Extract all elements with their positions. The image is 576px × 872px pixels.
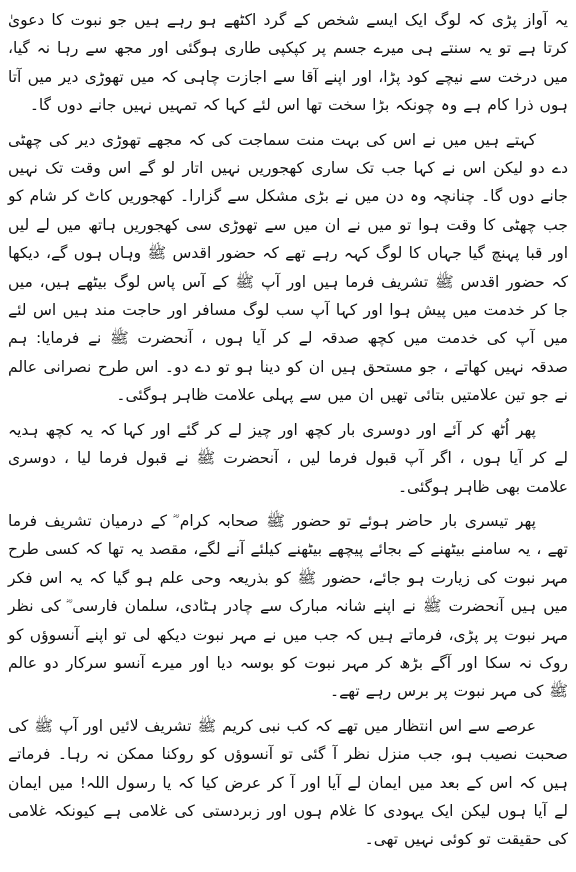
paragraph-4: پھر تیسری بار حاضر ہوئے تو حضور ﷺ صحابہ کرام ؓ کے درمیان تشریف فرما تھے ، یہ سامنے بیٹھنے کے بجائے پیچھے بیٹھنے کیلئے آنے لگے، مقصد یہ تھا کہ کسی طرح مہر نبوت کی زیارت ہو جائے، حضور ﷺ کو بذریعہ وحی علم ہو گیا کہ یہ اس فکر میں ہیں آنحضرت ﷺ نے اپنے شانہ مبارک سے چادر ہٹادی، سلمان فارسی ؓ کی نظر مہر نبوت پر پڑی، فرماتے ہیں کہ جب میں نے مہر نبوت دیکھ لی تو اپنے آنسوؤں کو روک نہ سکا اور آگے بڑھ کر مہر نبوت کو بوسہ دیا اور میرے آنسو سرکار دو عالم ﷺ کی مہر نبوت پر برس رہے تھے۔	[8, 511, 568, 701]
paragraph-5: عرصے سے اس انتظار میں تھے کہ کب نبی کریم ﷺ تشریف لائیں اور آپ ﷺ کی صحبت نصیب ہو، جب منزل نظر آ گئی تو آنسوؤں کو روکنا ممکن نہ رہا۔ فرماتے ہیں کہ اس کے بعد میں ایمان لے آیا اور آ کر عرض کیا کہ یا رسول اللہ! میں ایمان لے آیا ہوں لیکن ایک یہودی کا غلام ہوں اور زبردستی کی غلامی ہے کیونکہ غلامی کی حقیقت تو کوئی نہیں تھی۔	[8, 716, 568, 849]
paragraph-2: کہتے ہیں میں نے اس کی بہت منت سماجت کی کہ مجھے تھوڑی دیر کی چھٹی دے دو لیکن اس نے کہا جب تک ساری کھجوریں نہیں اتار لو گے اس وقت تک نہیں جانے دوں گا۔ چنانچہ وہ دن میں نے بڑی مشکل سے گزارا۔ کھجوریں کاٹ کر شام کو جب چھٹی کا وقت ہوا تو میں نے ان میں سے تھوڑی سی کھجوریں ہاتھ میں لے لیں اور قبا پہنچ گیا جہاں کا لوگ کہہ رہے تھے کہ حضور اقدس ﷺ وہاں ہوں گے، دیکھا کہ حضور اقدس ﷺ تشریف فرما ہیں اور آپ ﷺ کے آس پاس لوگ بیٹھے ہیں، میں جا کر خدمت میں پیش ہوا اور کہا آپ سب لوگ مسافر اور حاجت مند ہیں اس لئے میں آپ کی خدمت میں کچھ صدقہ لے کر آیا ہوں ، آنحضرت ﷺ نے فرمایا: ہم صدقہ نہیں کھاتے ، جو مستحق ہیں ان کو دینا ہو تو دے دو۔ اس طرح نصرانی عالم نے جو تین علامتیں بتائی تھیں ان میں سے پہلی علامت ظاہر ہوگئی۔	[8, 130, 568, 405]
paragraph-1: یہ آواز پڑی کہ لوگ ایک ایسے شخص کے گرد اکٹھے ہو رہے ہیں جو نبوت کا دعویٰ کرتا ہے تو یہ سنتے ہی میرے جسم پر کپکپی طاری ہوگئی اور مجھ سے رہا نہ گیا، میں درخت سے نیچے کود پڑا، اور اپنے آقا سے اجازت چاہی کہ میں تھوڑی دیر میں آتا ہوں ذرا کام ہے وہ چونکہ بڑا سخت تھا اس لئے کہا کہ تمہیں نہیں جانے دوں گا۔	[8, 11, 568, 115]
paragraph-3: پھر اُٹھ کر آئے اور دوسری بار کچھ اور چیز لے کر گئے اور کہا کہ یہ کچھ ہدیہ لے کر آیا ہوں ، اگر آپ قبول فرما لیں ، آنحضرت ﷺ نے قبول فرما لیا ، دوسری علامت بھی ظاہر ہوگئی۔	[8, 420, 568, 496]
